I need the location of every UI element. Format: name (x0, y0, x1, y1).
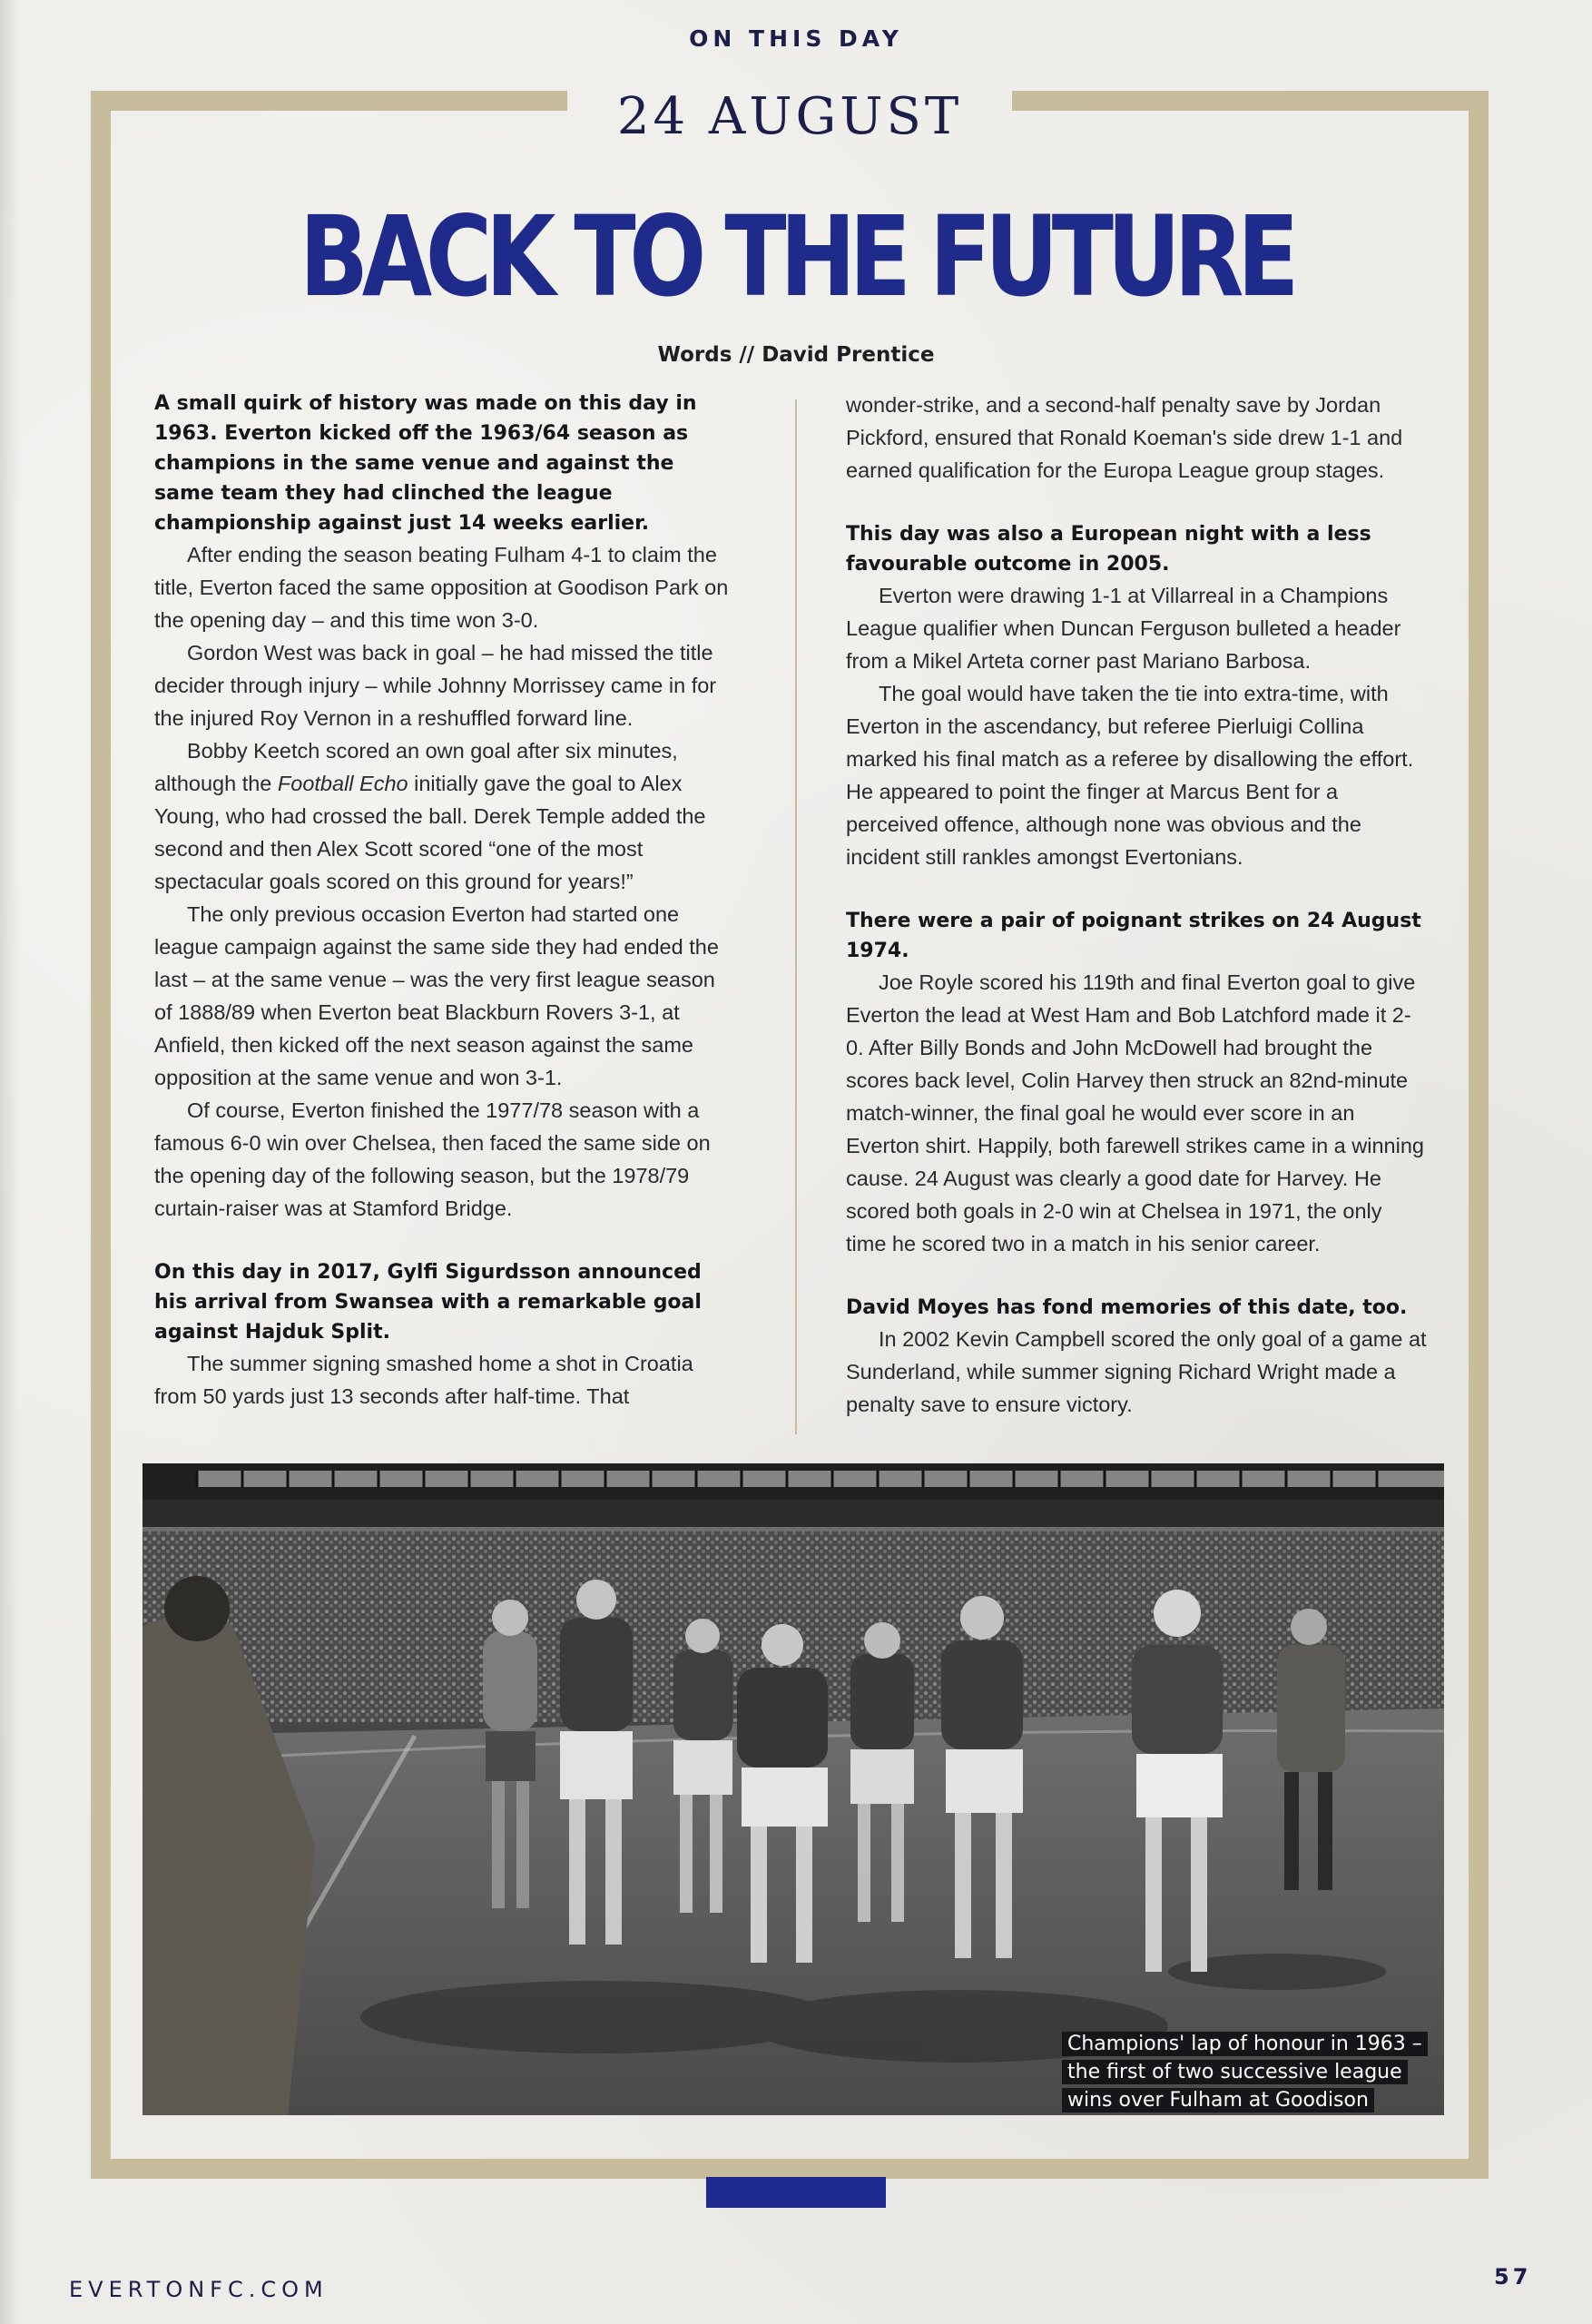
frame-top-left-bar (91, 91, 567, 111)
column-divider (795, 399, 797, 1434)
frame-bottom-tab (706, 2177, 886, 2208)
caption-text: Champions' lap of honour in 1963 – the first of two successive league wins over Fulham at Goodison (1062, 2032, 1428, 2112)
subheading: David Moyes has fond memories of this date, too. (846, 1296, 1408, 1319)
subheading: There were a pair of poignant strikes on 24 August 1974. (846, 910, 1421, 962)
left-column (154, 389, 735, 1413)
body-paragraph: wonder-strike, and a second-half penalty save by Jordan Pickford, ensured that Ronald Koeman's side drew 1-1 and earned qualification for the Europa League group stages. (846, 393, 1403, 482)
paragraph-gap (154, 1225, 735, 1257)
paragraph-gap (846, 487, 1427, 519)
body-paragraph: Joe Royle scored his 119th and final Everton goal to give Everton the lead at West Ham and Bob Latchford made it 2-0. After Billy Bonds and John McDowell had brought the scores back level, Colin Harvey then struck an 82nd-minute match-winner, the final goal he would ever score in an Everton shirt. Happily, both farewell strikes came in a winning cause. 24 August was clearly a good date for Harvey. He scored both goals in 2-0 win at Chelsea in 1971, the only time he scored two in a match in his senior career. (846, 970, 1424, 1256)
subheading: On this day in 2017, Gylfi Sigurdsson announced his arrival from Swansea with a remarkable goal against Hajduk Split. (154, 1261, 702, 1344)
section-kicker: ON THIS DAY (689, 25, 903, 52)
headline: BACK TO THE FUTURE (299, 192, 1293, 321)
body-paragraph: Gordon West was back in goal – he had missed the title decider through injury – while Johnny Morrissey came in for the injured Roy Vernon in a reshuffled forward line. (154, 641, 717, 730)
subheading: This day was also a European night with a less favourable outcome in 2005. (846, 523, 1371, 576)
photo-caption (1062, 2030, 1425, 2114)
page-number: 57 (1494, 2264, 1532, 2290)
body-paragraph: Everton were drawing 1-1 at Villarreal in a Champions League qualifier when Duncan Ferguson bulleted a header from a Mikel Arteta corner past Mariano Barbosa. (846, 584, 1401, 673)
body-paragraph: After ending the season beating Fulham 4-1 to claim the title, Everton faced the same opposition at Goodison Park on the opening day – and this time won 3-0. (154, 543, 729, 632)
body-paragraph (154, 734, 735, 898)
body-paragraph: In 2002 Kevin Campbell scored the only goal of a game at Sunderland, while summer signing Richard Wright made a penalty save to ensure victory. (846, 1327, 1427, 1416)
body-paragraph: The goal would have taken the tie into extra-time, with Everton in the ascendancy, but referee Pierluigi Collina marked his final match as a referee by disallowing the effort. He appeared to point the finger at Marcus Bent for a perceived offence, although none was obvious and the incident still rankles amongst Evertonians. (846, 682, 1414, 869)
body-paragraph: Of course, Everton finished the 1977/78 season with a famous 6-0 win over Chelsea, then faced the same side on the opening day of the following season, but the 1978/79 curtain-raiser was at Stamford Bridge. (154, 1098, 711, 1220)
archive-photo (142, 1463, 1444, 2115)
intro-paragraph: A small quirk of history was made on this day in 1963. Everton kicked off the 1963/64 season as champions in the same venue and against the same team they had clinched the league championship against just 14 weeks earlier. (154, 392, 697, 535)
body-paragraph: The only previous occasion Everton had started one league campaign against the same side they had ended the last – at the same venue – was the very first league season of 1888/89 when Everton beat Blackburn Rovers 3-1, at Anfield, then kicked off the next season against the same opposition at the same venue and won 3-1. (154, 902, 719, 1089)
right-column (846, 389, 1427, 1421)
publication-name: Football Echo (277, 772, 408, 795)
text-run: Bobby Keetch scored an own goal after six minutes, although the (154, 739, 678, 795)
frame-top-right-bar (1012, 91, 1489, 111)
byline: Words // David Prentice (657, 343, 935, 367)
text-run: initially gave the goal to Alex Young, who had crossed the ball. Derek Temple added the second and then Alex Scott scored “one of the most spectacular goals scored on this ground for years!” (154, 772, 706, 893)
footer-website: EVERTONFC.COM (69, 2277, 329, 2302)
date-heading: 24 AUGUST (616, 87, 963, 146)
paragraph-gap (846, 1260, 1427, 1293)
body-paragraph: The summer signing smashed home a shot in Croatia from 50 yards just 13 seconds after half-time. That (154, 1352, 693, 1408)
photo-illustration (142, 1463, 1444, 2115)
paragraph-gap (846, 873, 1427, 906)
